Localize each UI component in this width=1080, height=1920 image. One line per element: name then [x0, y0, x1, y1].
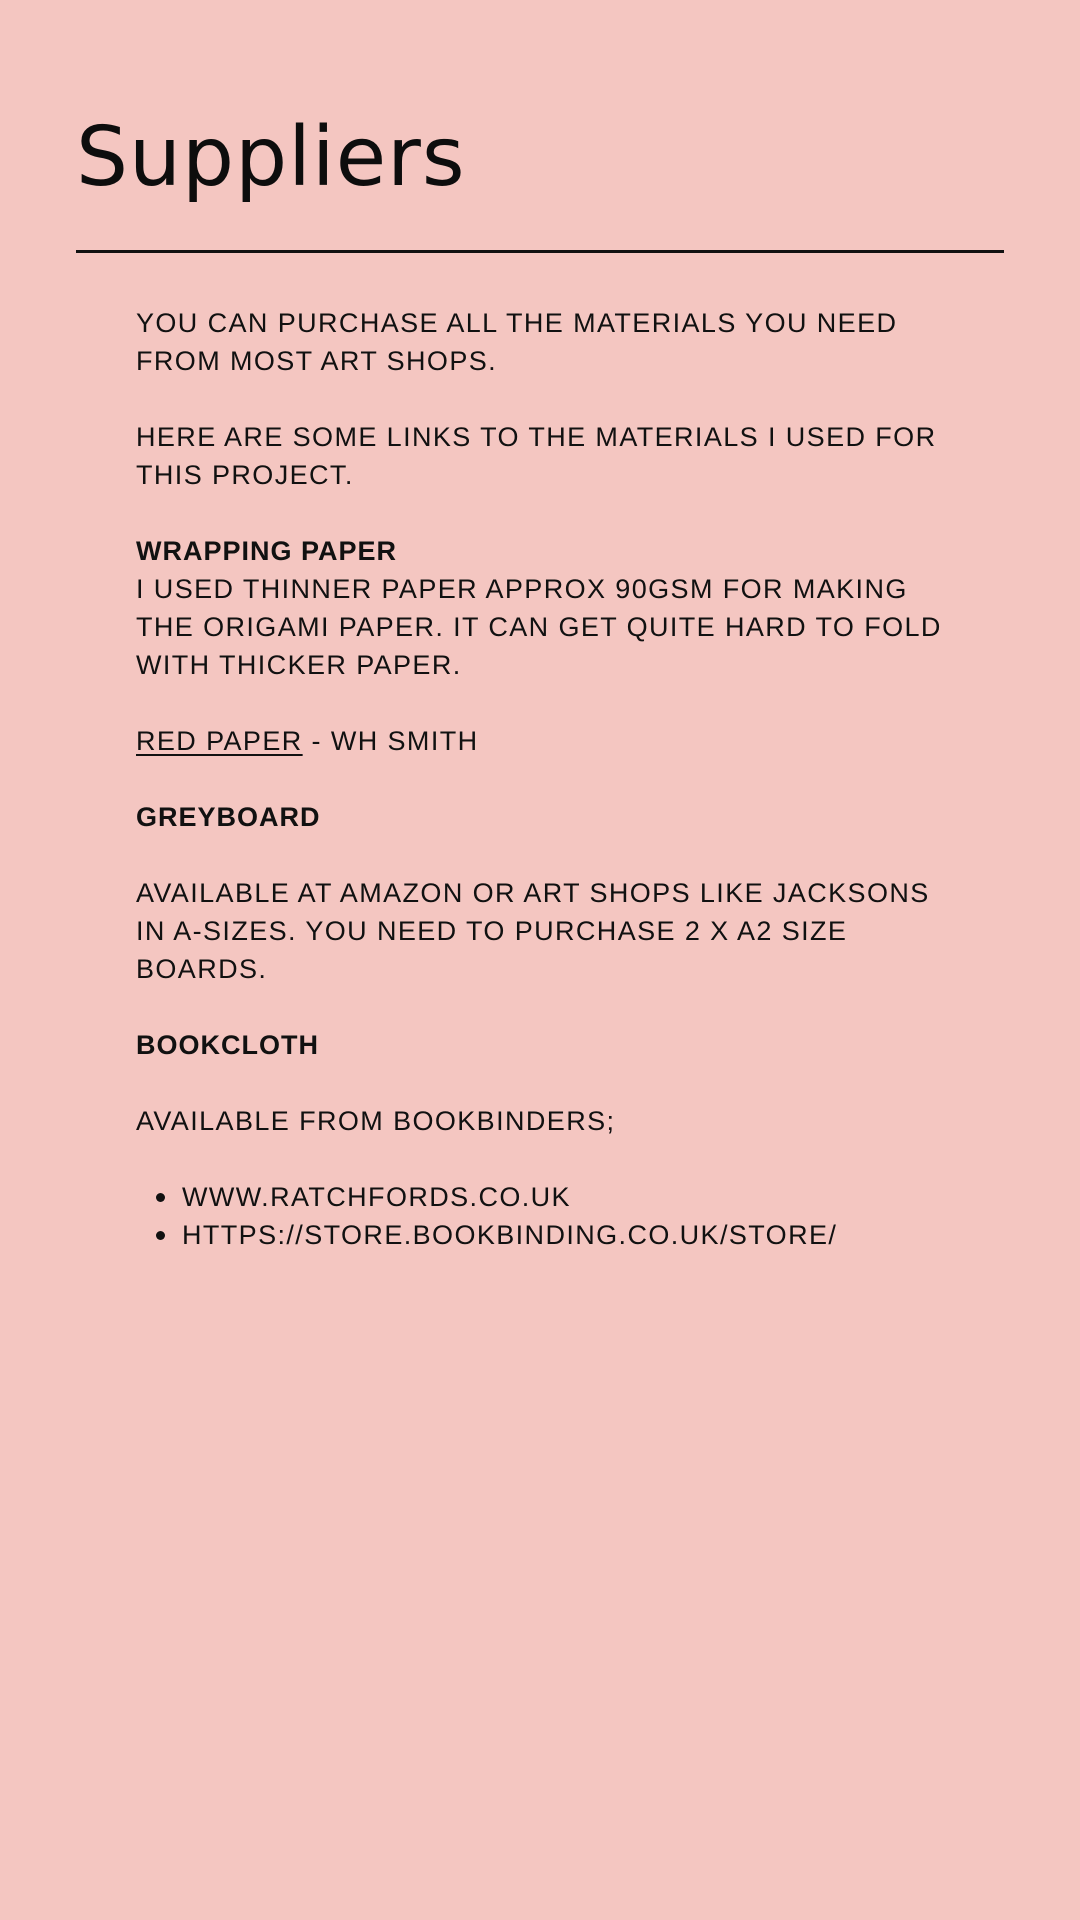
greyboard-text: AVAILABLE AT AMAZON OR ART SHOPS LIKE JACKSONS IN A-SIZES. YOU NEED TO PURCHASE 2 X A2 SIZE BOARDS. — [136, 878, 930, 984]
title-divider — [76, 250, 1004, 253]
bullet-icon — [156, 1193, 165, 1202]
red-paper-supplier: - WH SMITH — [302, 726, 479, 756]
bullet-icon — [156, 1231, 165, 1240]
list-item — [182, 1178, 956, 1216]
bookbinder-link-ratchfords: WWW.RATCHFORDS.CO.UK — [182, 1182, 571, 1212]
red-paper-line — [136, 722, 956, 760]
list-item — [182, 1216, 956, 1254]
spacer — [136, 1064, 956, 1102]
spacer — [136, 684, 956, 722]
wrapping-paper-text: I USED THINNER PAPER APPROX 90GSM FOR MAKING THE ORIGAMI PAPER. IT CAN GET QUITE HARD TO FOLD WITH THICKER PAPER. — [136, 574, 942, 680]
spacer — [136, 760, 956, 798]
spacer — [136, 494, 956, 532]
greyboard-heading: GREYBOARD — [136, 802, 321, 832]
red-paper-link[interactable]: RED PAPER — [136, 726, 303, 756]
bookbinder-list — [136, 1178, 956, 1254]
bookbinder-link-store: HTTPS://STORE.BOOKBINDING.CO.UK/STORE/ — [182, 1220, 838, 1250]
spacer — [136, 380, 956, 418]
intro-text-2: HERE ARE SOME LINKS TO THE MATERIALS I USED FOR THIS PROJECT. — [136, 422, 937, 490]
spacer — [136, 1140, 956, 1178]
wrapping-paper-heading: WRAPPING PAPER — [136, 536, 398, 566]
intro-text-1: YOU CAN PURCHASE ALL THE MATERIALS YOU NEED FROM MOST ART SHOPS. — [136, 308, 898, 376]
bookcloth-heading: BOOKCLOTH — [136, 1030, 319, 1060]
bookcloth-text: AVAILABLE FROM BOOKBINDERS; — [136, 1106, 616, 1136]
page-title: Suppliers — [76, 110, 466, 205]
suppliers-content — [136, 304, 956, 1254]
spacer — [136, 988, 956, 1026]
spacer — [136, 836, 956, 874]
